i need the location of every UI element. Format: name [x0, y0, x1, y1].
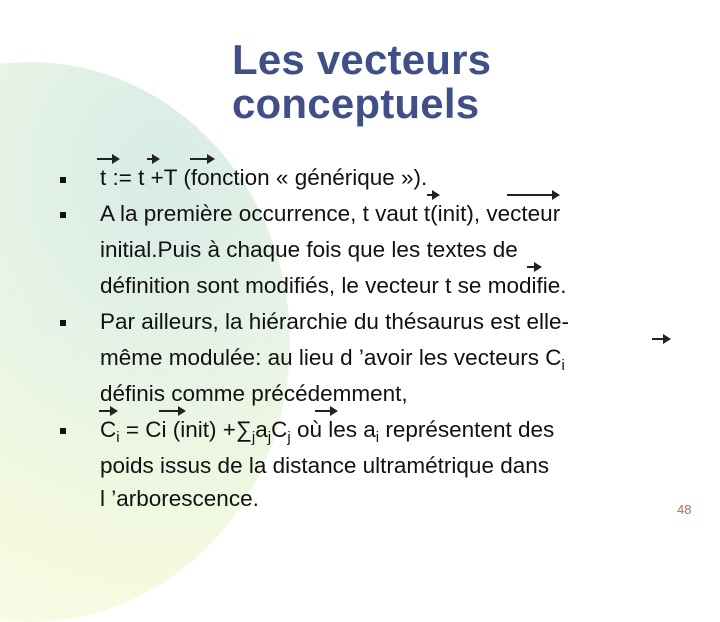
text-line: définis comme précédemment, [100, 381, 408, 406]
background-arc [0, 62, 290, 622]
subscript: i [375, 429, 380, 446]
vector-arrow [99, 410, 113, 412]
vector-arrow [97, 158, 115, 160]
text-line: l ’arborescence. [100, 486, 259, 511]
vector-arrow [147, 158, 155, 160]
slide-title [232, 38, 491, 126]
text-line: t := t +T (fonction « générique »). [100, 165, 428, 190]
text-span: où les a [290, 417, 376, 442]
text-span: a [255, 417, 268, 442]
text-span: représentent des [379, 417, 555, 442]
text-line: initial.Puis à chaque fois que les textes de [100, 237, 518, 262]
text-line: Par ailleurs, la hiérarchie du thésaurus est elle- [100, 309, 569, 334]
text-span: C [271, 417, 288, 442]
vector-arrow [427, 194, 435, 196]
subscript: j [267, 429, 272, 446]
bullet-marker [60, 212, 66, 218]
bullet-marker [60, 177, 66, 183]
vector-arrow [507, 194, 555, 196]
subscript: i [561, 357, 565, 374]
vector-arrow [652, 338, 666, 340]
title-line-2: conceptuels [232, 80, 480, 127]
vector-arrow [190, 158, 210, 160]
vector-arrow [527, 266, 537, 268]
text-line: poids issus de la distance ultramétrique dans [100, 453, 550, 478]
text-line [100, 415, 554, 453]
vector-arrow [315, 410, 333, 412]
subscript: j [251, 429, 256, 446]
vector-arrow [159, 410, 181, 412]
subscript: i [116, 429, 120, 446]
text-span: même modulée: au lieu d ’avoir les vecteurs C [100, 345, 562, 370]
text-span: C [100, 417, 117, 442]
text-line: définition sont modifiés, le vecteur t se modifie. [100, 273, 567, 298]
title-line-1: Les vecteurs [232, 36, 492, 83]
text-line: A la première occurrence, t vaut t(init), vecteur [100, 201, 561, 226]
text-line [100, 343, 565, 381]
subscript: j [287, 429, 291, 446]
bullet-marker [60, 428, 66, 434]
page-number: 48 [677, 502, 692, 517]
text-span: = Ci (init) +∑ [119, 417, 252, 442]
bullet-marker [60, 320, 66, 326]
